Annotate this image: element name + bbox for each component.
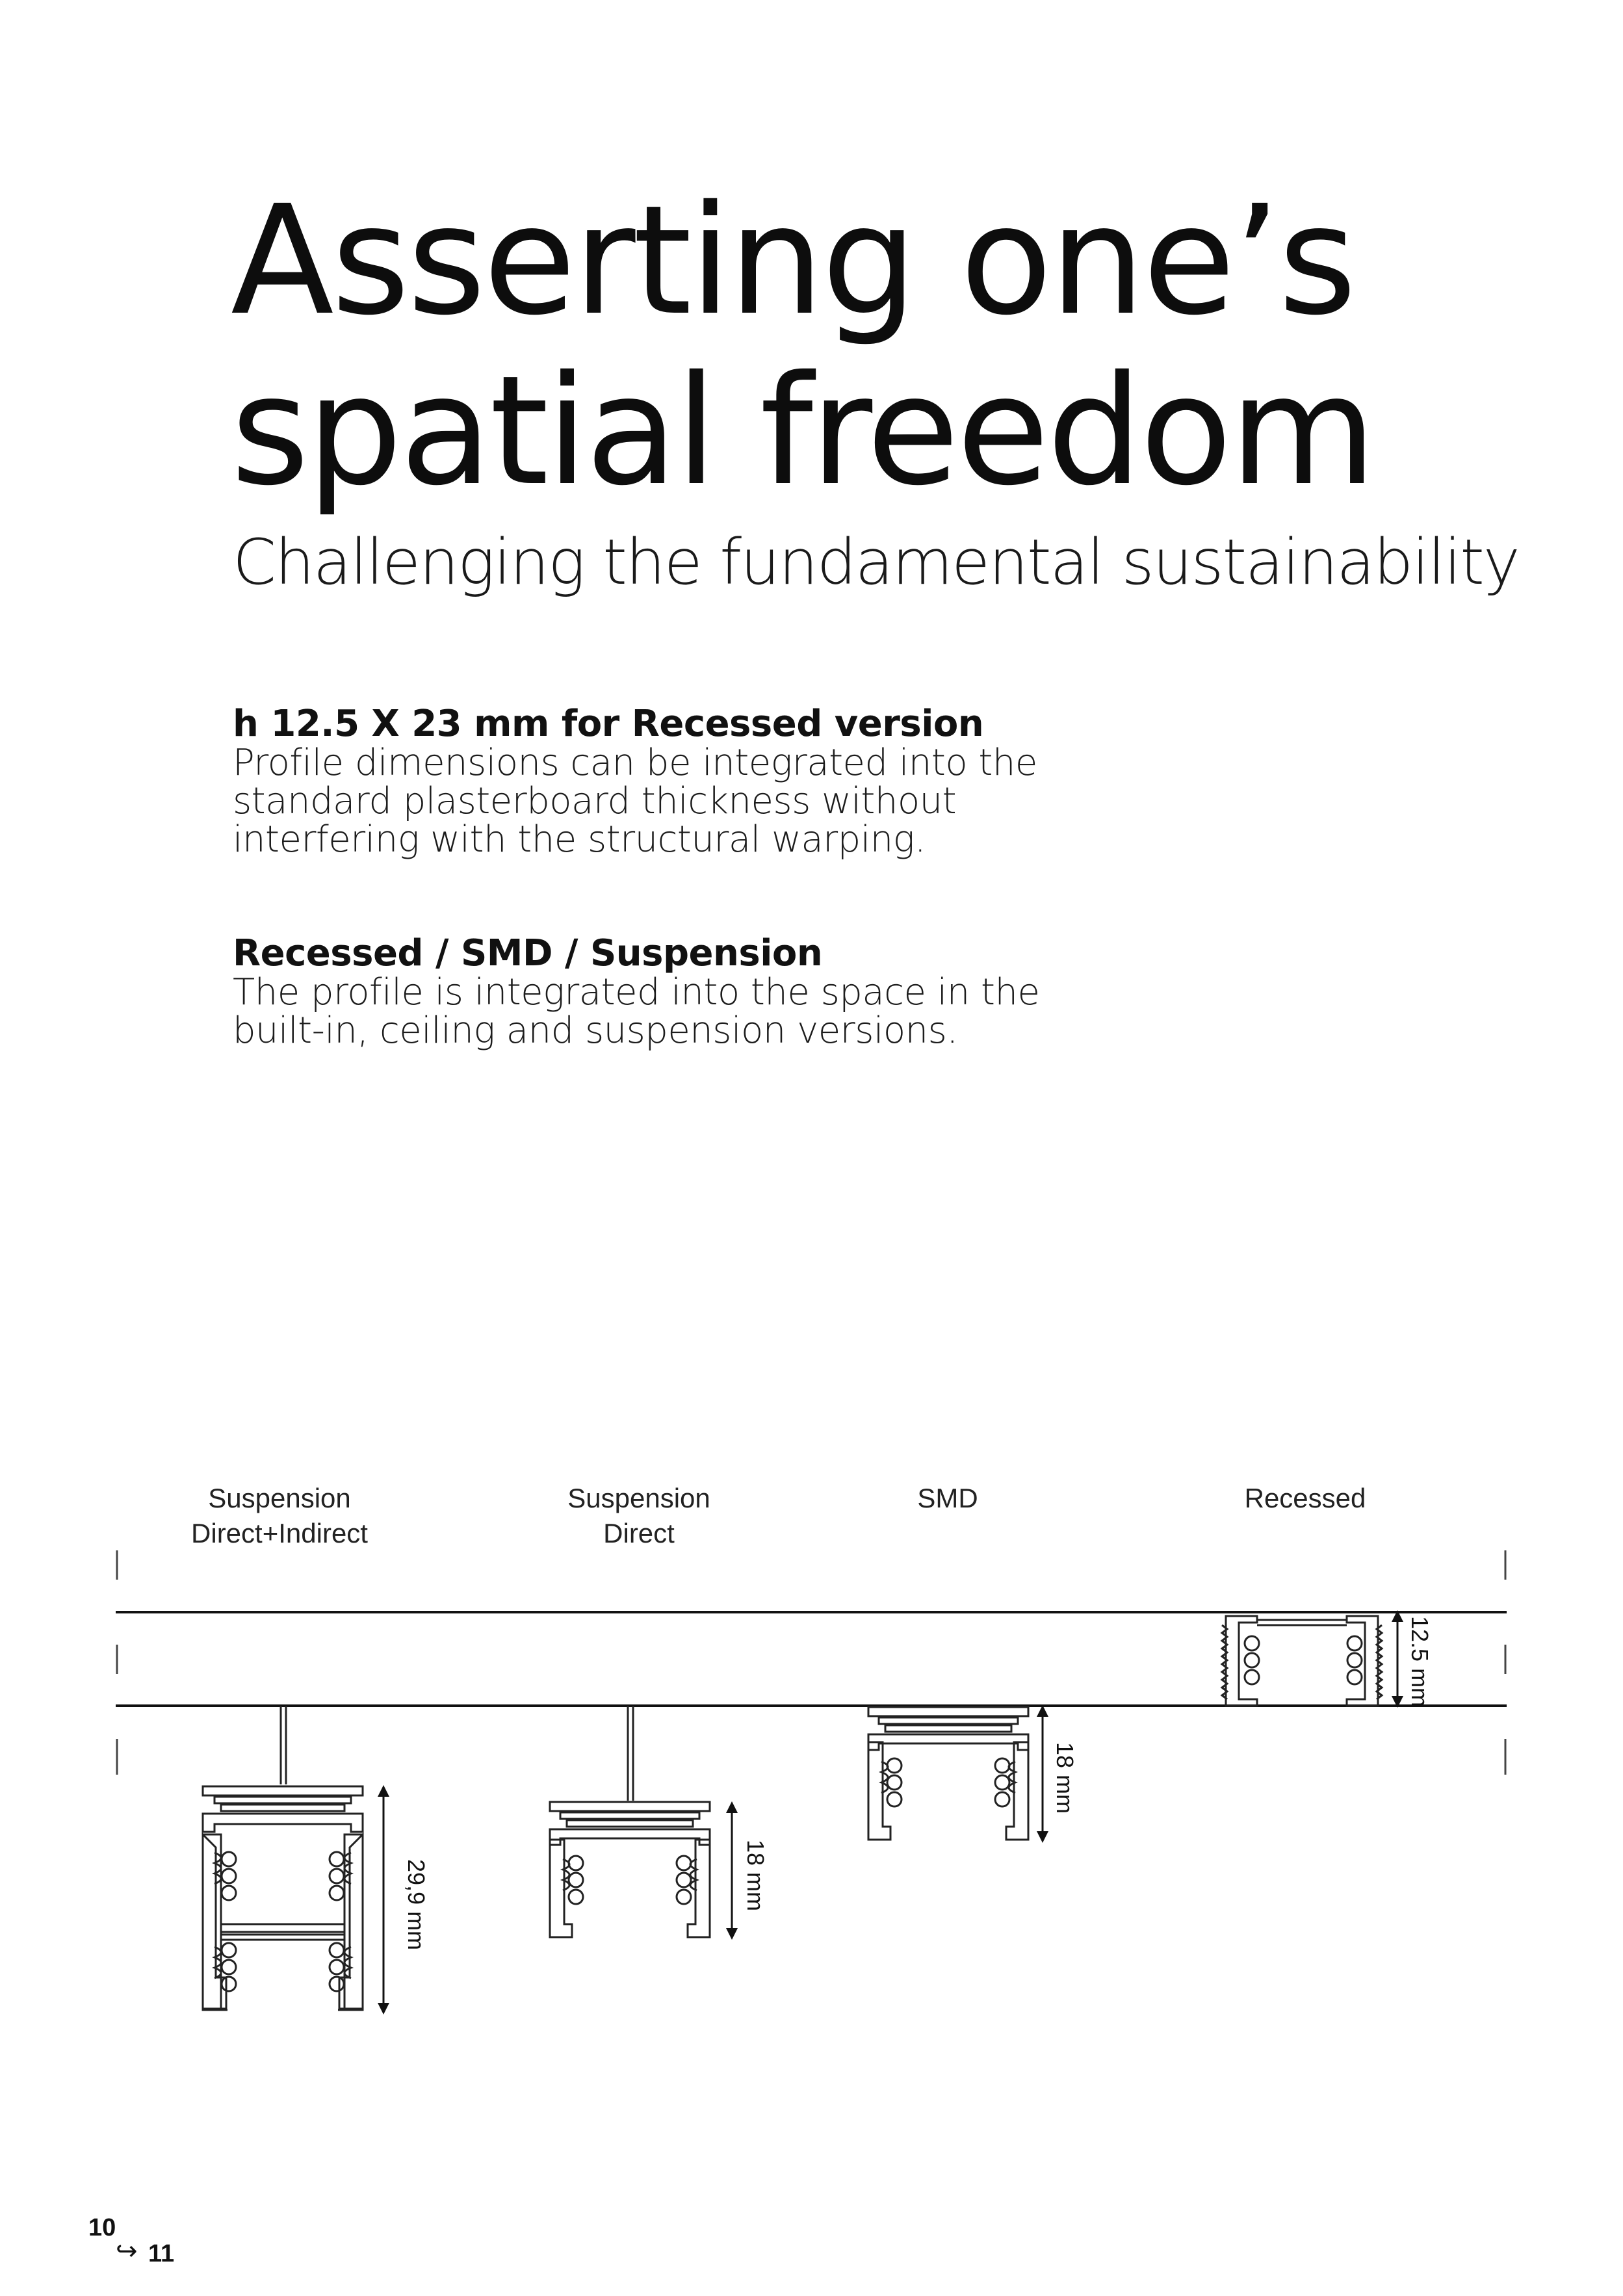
dimension-text: 12.5 mm xyxy=(1407,1616,1433,1708)
dimension-text: 29,9 mm xyxy=(403,1859,430,1951)
arrow-icon: ↪ xyxy=(116,2237,138,2265)
profile-suspension-direct xyxy=(550,1706,710,1937)
label-line: Suspension xyxy=(208,1483,351,1513)
section-heading: h 12.5 X 23 mm for Recessed version xyxy=(233,703,984,745)
label-line: Recessed xyxy=(1244,1483,1366,1513)
section-body: The profile is integrated into the space in the built-in, ceiling and suspension versions. xyxy=(233,971,1040,1052)
profile-recessed xyxy=(1222,1616,1382,1706)
label-line: Suspension xyxy=(567,1483,710,1513)
title-line-1: Asserting one’s xyxy=(231,173,1355,348)
profile-suspension-direct-indirect xyxy=(203,1706,363,2010)
label-line: SMD xyxy=(917,1483,978,1513)
profile-smd xyxy=(868,1707,1028,1840)
label-line: Direct xyxy=(603,1518,675,1548)
label-line: Direct+Indirect xyxy=(191,1518,368,1548)
section-body: Profile dimensions can be integrated into the standard plasterboard thickness without interfering with the structural warping. xyxy=(233,742,1037,861)
section-heading: Recessed / SMD / Suspension xyxy=(233,932,823,974)
dimension-text: 18 mm xyxy=(742,1840,769,1912)
edge-ticks xyxy=(117,1550,1505,1775)
page-number-current: 10 xyxy=(88,2214,116,2241)
dimension-text: 18 mm xyxy=(1052,1742,1078,1814)
title-line-2: spatial freedom xyxy=(231,343,1374,519)
page-subtitle: Challenging the fundamental sustainability xyxy=(233,526,1519,599)
page-number-next: 11 xyxy=(148,2240,175,2267)
